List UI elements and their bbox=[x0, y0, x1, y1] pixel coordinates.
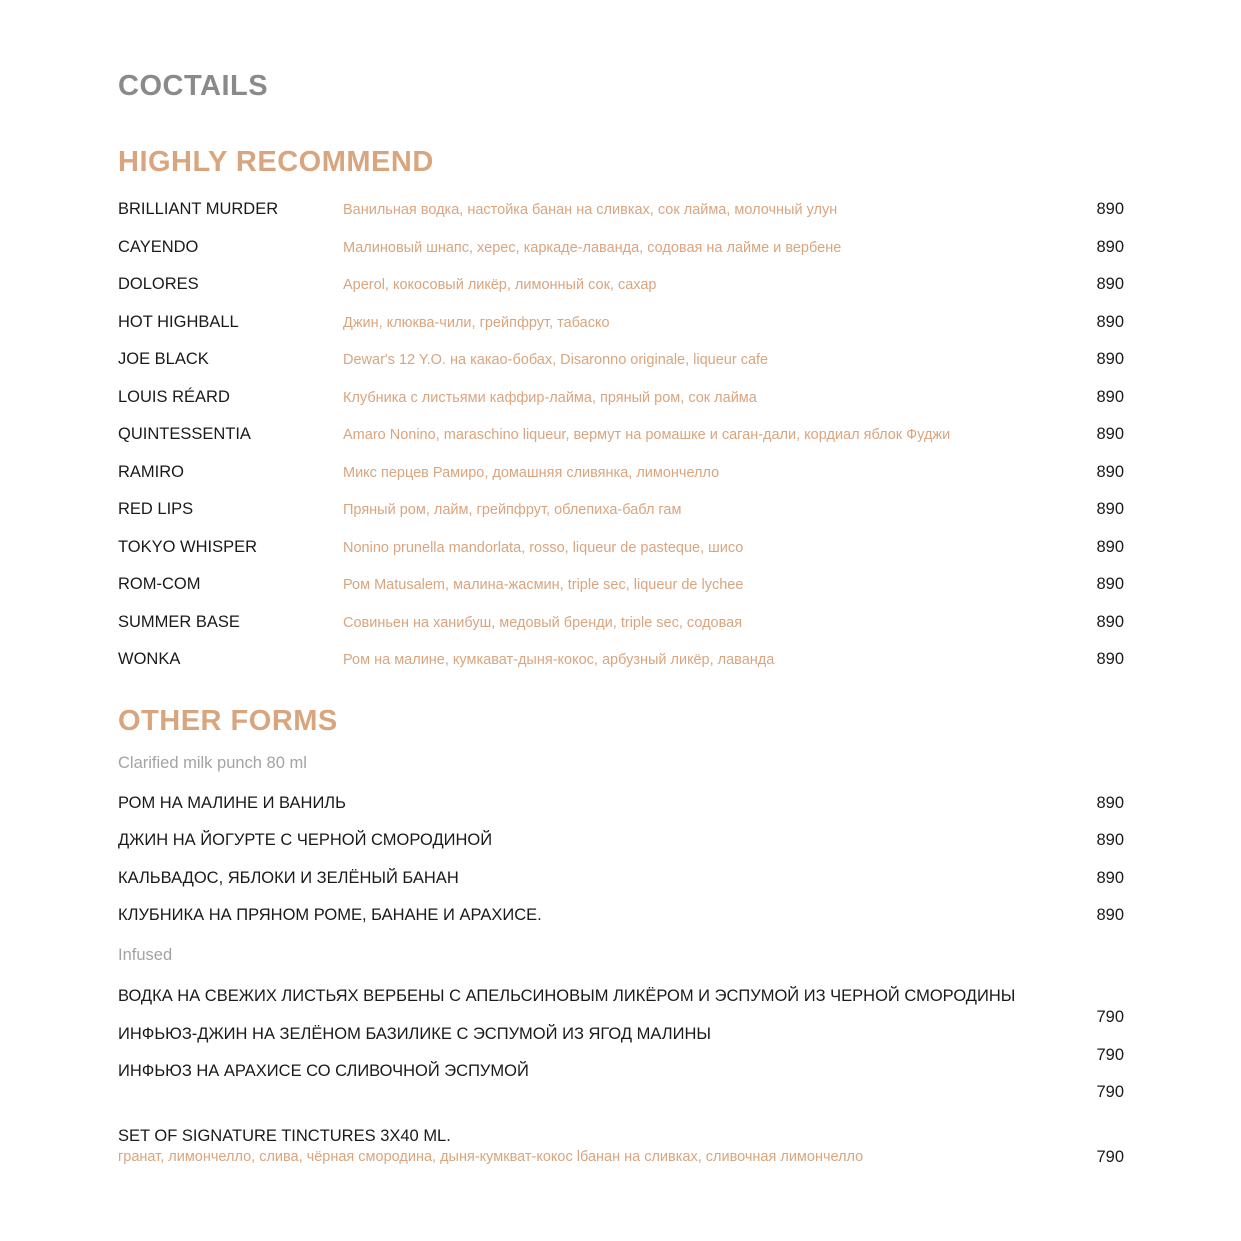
menu-item bbox=[118, 425, 1124, 463]
item-description: Джин, клюква-чили, грейпфрут, табаско bbox=[343, 314, 610, 331]
item-name: КЛУБНИКА НА ПРЯНОМ РОМЕ, БАНАНЕ И АРАХИСЕ. bbox=[118, 906, 542, 924]
item-price: 890 bbox=[1096, 612, 1124, 631]
punch-subheading: Clarified milk punch 80 ml bbox=[118, 754, 307, 772]
item-description: Микс перцев Рамиро, домашняя сливянка, лимончелло bbox=[343, 464, 720, 481]
menu-item bbox=[118, 200, 1124, 238]
menu-item bbox=[118, 500, 1124, 538]
item-name: SUMMER BASE bbox=[118, 612, 240, 631]
menu-item bbox=[118, 238, 1124, 276]
menu-item bbox=[118, 613, 1124, 651]
item-name: ВОДКА НА СВЕЖИХ ЛИСТЬЯХ ВЕРБЕНЫ С АПЕЛЬСИНОВЫМ ЛИКЁРОМ И ЭСПУМОЙ ИЗ ЧЕРНОЙ СМОРОДИНЫ bbox=[118, 987, 1016, 1005]
page-title: COCTAILS bbox=[118, 70, 269, 102]
item-price: 890 bbox=[1096, 794, 1124, 812]
item-description: Aperol, кокосовый ликёр, лимонный сок, сахар bbox=[343, 277, 657, 293]
recommend-list bbox=[118, 200, 1124, 688]
infused-item-name bbox=[118, 1025, 1124, 1049]
item-price: 890 bbox=[1096, 425, 1124, 443]
item-name: DOLORES bbox=[118, 275, 199, 293]
menu-item bbox=[118, 313, 1124, 351]
section-heading-other-forms: OTHER FORMS bbox=[118, 705, 338, 737]
item-name: WONKA bbox=[118, 650, 181, 668]
menu-item bbox=[118, 650, 1124, 688]
menu-item bbox=[118, 538, 1124, 576]
item-price: 890 bbox=[1096, 869, 1124, 887]
item-price: 890 bbox=[1096, 312, 1124, 331]
item-description: Малиновый шнапс, херес, каркаде-лаванда, содовая на лайме и вербене bbox=[343, 239, 842, 256]
item-name: RAMIRO bbox=[118, 462, 184, 481]
item-description: Ром Matusalem, малина-жасмин, triple sec, liqueur de lychee bbox=[343, 577, 744, 593]
set-description: гранат, лимончелло, слива, чёрная смородина, дыня-кумкват-кокос lбанан на сливках, сливочная лимончелло bbox=[118, 1149, 864, 1165]
item-description: Пряный ром, лайм, грейпфрут, облепиха-бабл гам bbox=[343, 502, 682, 518]
item-price: 890 bbox=[1096, 237, 1124, 256]
item-name: LOUIS RÉARD bbox=[118, 387, 230, 406]
menu-item bbox=[118, 388, 1124, 426]
set-item bbox=[118, 1127, 1124, 1151]
item-price: 890 bbox=[1096, 537, 1124, 556]
item-description: Совиньен на ханибуш, медовый бренди, triple sec, содовая bbox=[343, 614, 743, 631]
item-description: Ванильная водка, настойка банан на сливках, сок лайма, молочный улун bbox=[343, 202, 838, 218]
item-price: 890 bbox=[1096, 906, 1124, 924]
item-name: QUINTESSENTIA bbox=[118, 425, 251, 443]
punch-item bbox=[118, 869, 1124, 893]
item-name: ИНФЬЮЗ-ДЖИН НА ЗЕЛЁНОМ БАЗИЛИКЕ С ЭСПУМОЙ ИЗ ЯГОД МАЛИНЫ bbox=[118, 1025, 711, 1043]
infused-item-price: 790 bbox=[1096, 1083, 1124, 1101]
item-name: CAYENDO bbox=[118, 237, 199, 256]
set-name: SET OF SIGNATURE TINCTURES 3X40 ML. bbox=[118, 1127, 451, 1145]
item-price: 890 bbox=[1096, 831, 1124, 849]
item-price: 890 bbox=[1096, 275, 1124, 293]
item-name: ROM-COM bbox=[118, 575, 201, 593]
infused-item-name bbox=[118, 987, 1124, 1011]
item-price: 890 bbox=[1096, 500, 1124, 518]
infused-item-price: 790 bbox=[1096, 1046, 1124, 1064]
item-name: ДЖИН НА ЙОГУРТЕ С ЧЕРНОЙ СМОРОДИНОЙ bbox=[118, 831, 493, 849]
item-name: ИНФЬЮЗ НА АРАХИСЕ СО СЛИВОЧНОЙ ЭСПУМОЙ bbox=[118, 1062, 529, 1080]
item-price: 890 bbox=[1096, 350, 1124, 368]
menu-item bbox=[118, 275, 1124, 313]
punch-item bbox=[118, 906, 1124, 930]
item-price: 890 bbox=[1096, 387, 1124, 406]
menu-item bbox=[118, 463, 1124, 501]
item-name: РОМ НА МАЛИНЕ И ВАНИЛЬ bbox=[118, 794, 346, 812]
item-name: RED LIPS bbox=[118, 500, 194, 518]
item-price: 890 bbox=[1096, 575, 1124, 593]
item-description: Dewar's 12 Y.O. на какао-бобах, Disaronno originale, liqueur cafe bbox=[343, 352, 769, 368]
set-price: 790 bbox=[1096, 1148, 1124, 1166]
punch-item bbox=[118, 831, 1124, 855]
section-heading-highly-recommend: HIGHLY RECOMMEND bbox=[118, 146, 434, 178]
item-name: HOT HIGHBALL bbox=[118, 312, 239, 331]
item-name: BRILLIANT MURDER bbox=[118, 200, 279, 218]
item-description: Клубника с листьями каффир-лайма, пряный ром, сок лайма bbox=[343, 389, 757, 406]
item-description: Amaro Nonino, maraschino liqueur, вермут на ромашке и саган-дали, кордиал яблок Фуджи bbox=[343, 427, 951, 443]
item-description: Nonino prunella mandorlata, rosso, liqueur de pasteque, шисо bbox=[343, 539, 744, 556]
item-name: JOE BLACK bbox=[118, 350, 209, 368]
infused-item-name bbox=[118, 1062, 1124, 1086]
infused-item-price: 790 bbox=[1096, 1008, 1124, 1026]
item-price: 890 bbox=[1096, 200, 1124, 218]
item-name: TOKYO WHISPER bbox=[118, 537, 258, 556]
infused-subheading: Infused bbox=[118, 946, 173, 964]
item-price: 890 bbox=[1096, 650, 1124, 668]
punch-item bbox=[118, 794, 1124, 818]
item-description: Ром на малине, кумкават-дыня-кокос, арбузный ликёр, лаванда bbox=[343, 652, 775, 668]
menu-item bbox=[118, 575, 1124, 613]
item-price: 890 bbox=[1096, 462, 1124, 481]
item-name: КАЛЬВАДОС, ЯБЛОКИ И ЗЕЛЁНЫЙ БАНАН bbox=[118, 869, 459, 887]
menu-item bbox=[118, 350, 1124, 388]
